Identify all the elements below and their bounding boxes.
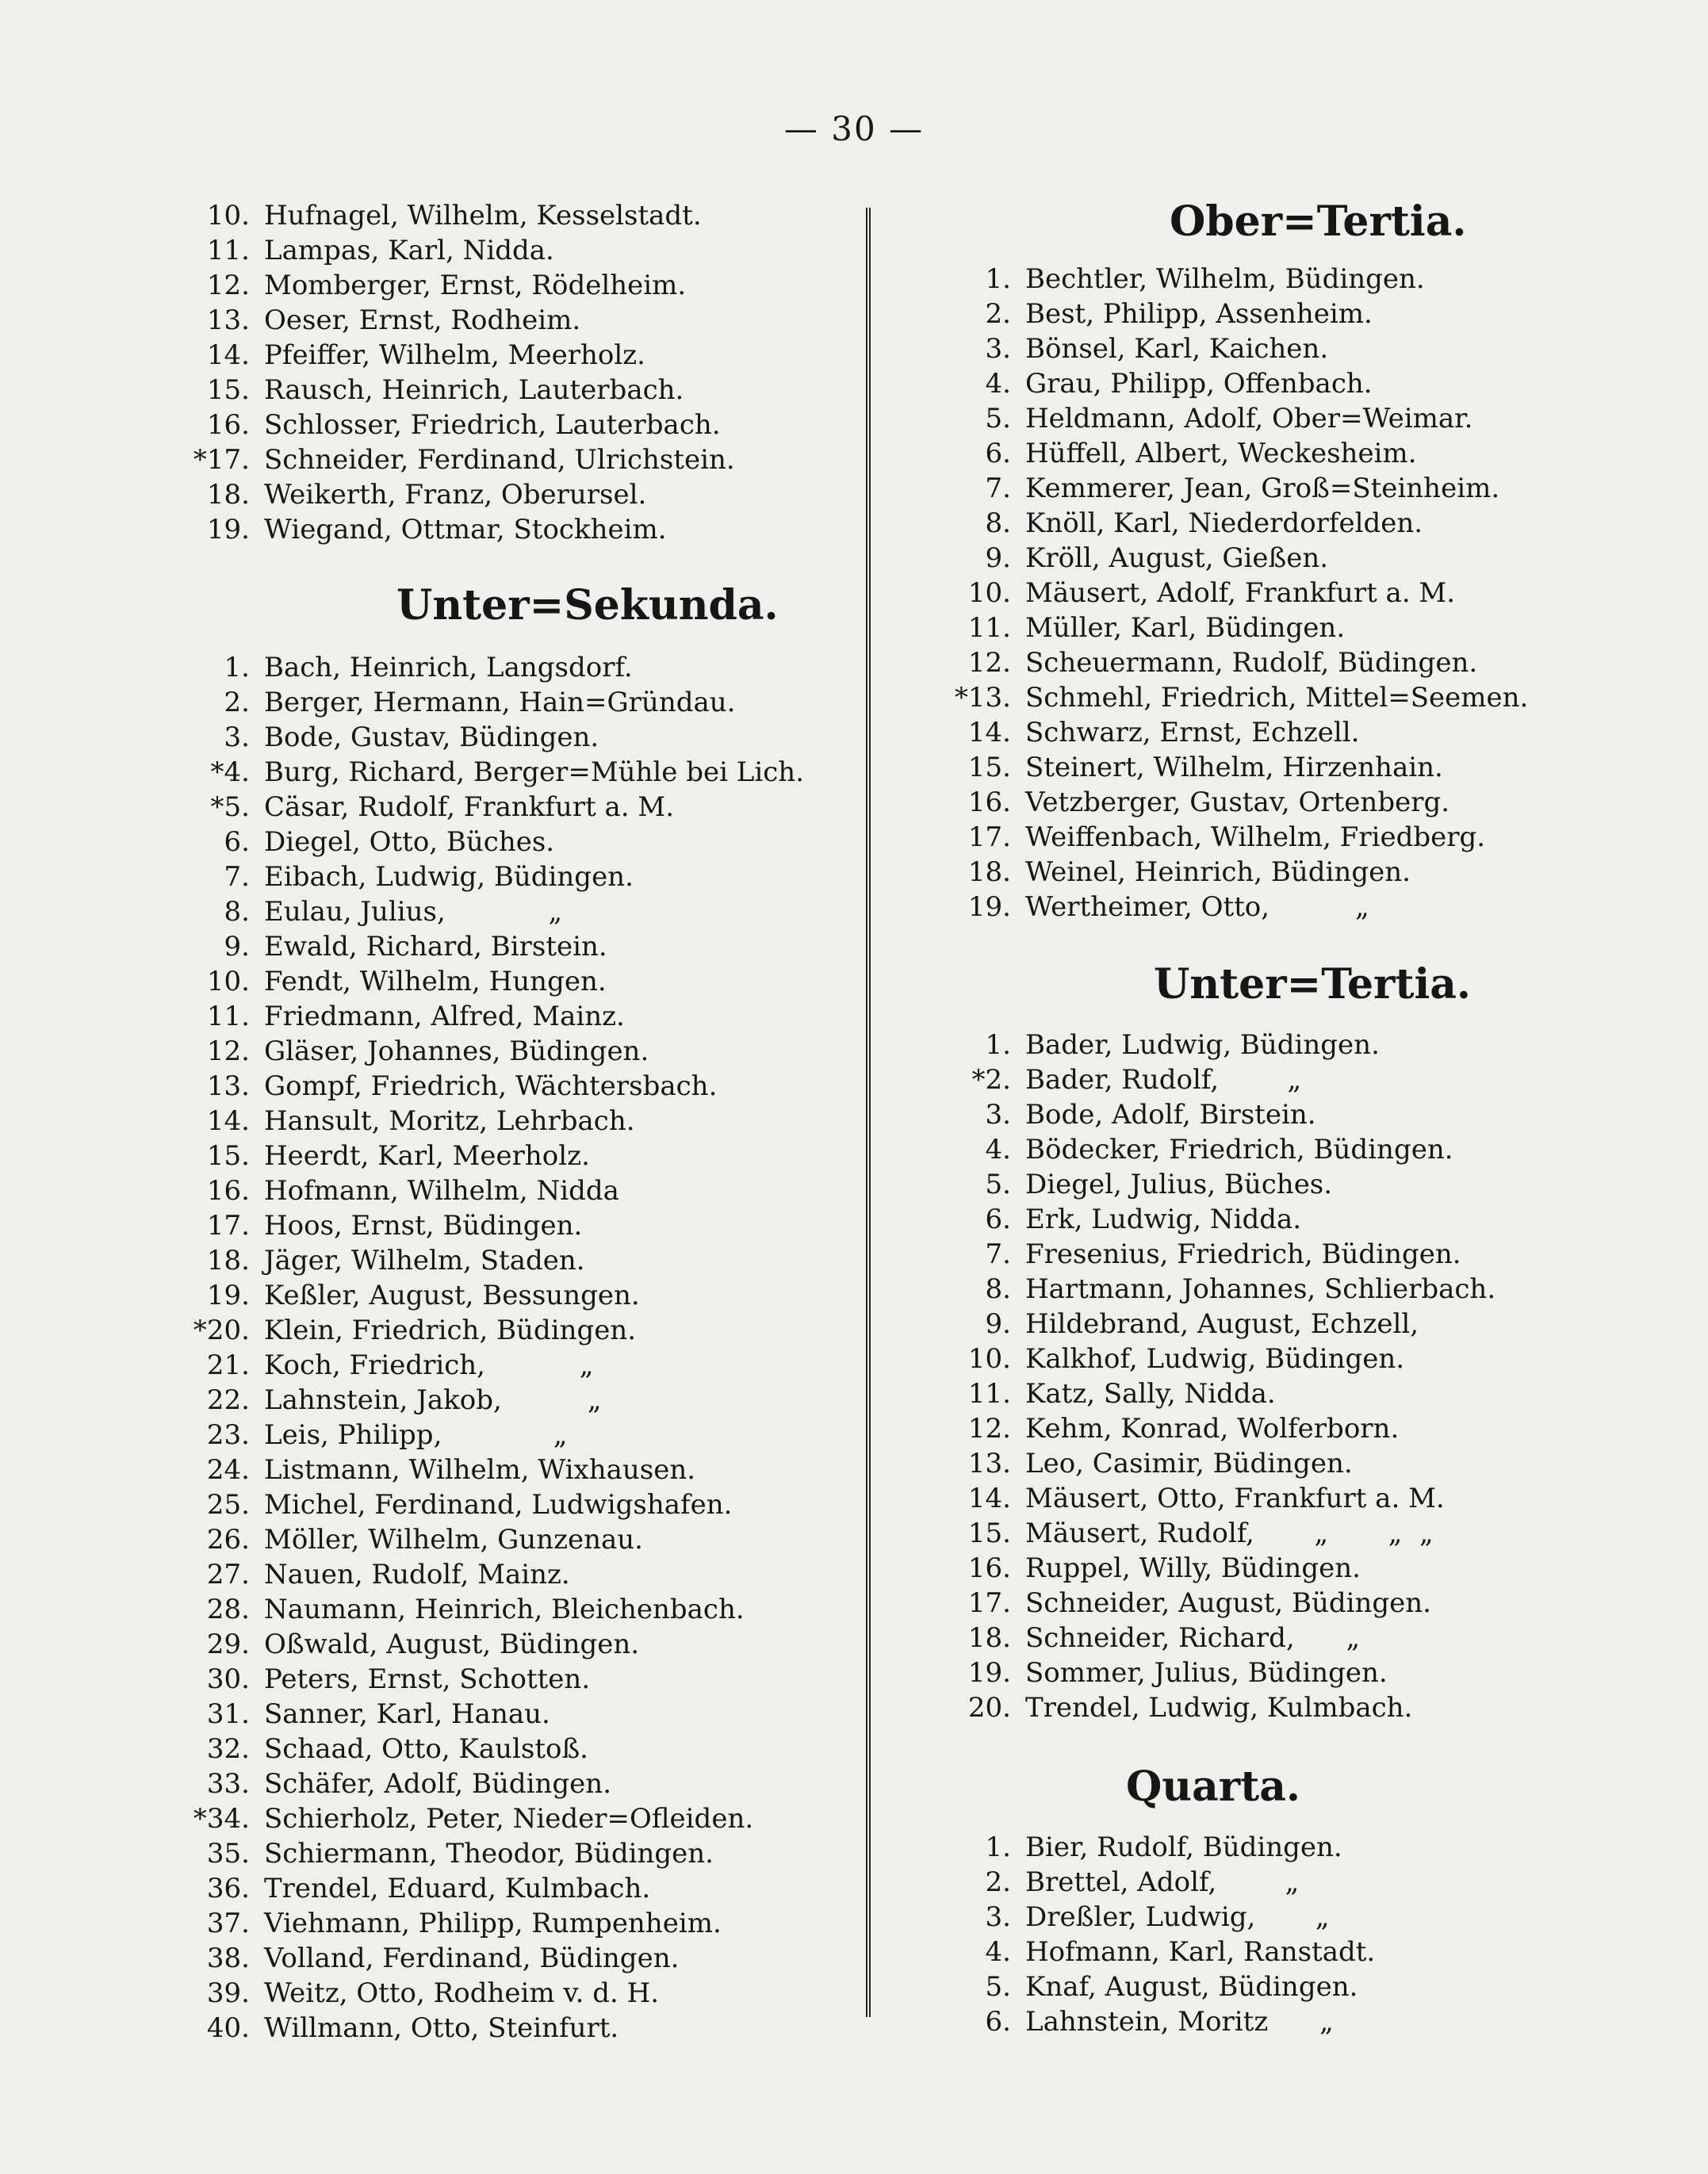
entry-text: Volland, Ferdinand, Büdingen. <box>264 1942 680 1974</box>
entry-text: Wertheimer, Otto, „ <box>1025 891 1369 923</box>
entry-number: 13. <box>967 1448 1011 1479</box>
heading-quarta: Quarta. <box>1126 1763 1301 1811</box>
list-item <box>178 790 844 825</box>
list-item <box>940 610 1511 645</box>
list-item <box>178 1104 844 1139</box>
list-item <box>178 1557 844 1592</box>
entry-number: 17. <box>967 1587 1011 1619</box>
entry-number: 15. <box>967 752 1011 783</box>
list-item <box>940 1481 1511 1516</box>
continued-list <box>178 198 844 547</box>
entry-number: 15. <box>206 1140 250 1172</box>
list-item <box>178 1801 844 1836</box>
entry-number: 1. <box>985 1831 1011 1863</box>
heading-ober-tertia: Ober=Tertia. <box>1170 197 1467 246</box>
entry-text: Hufnagel, Wilhelm, Kesselstadt. <box>264 200 702 232</box>
entry-text: Hofmann, Karl, Ranstadt. <box>1025 1936 1376 1968</box>
entry-text: Hoos, Ernst, Büdingen. <box>264 1210 583 1242</box>
entry-number: 3. <box>224 721 250 753</box>
entry-text: Bode, Adolf, Birstein. <box>1025 1099 1316 1131</box>
entry-text: Ewald, Richard, Birstein. <box>264 931 607 963</box>
entry-text: Kalkhof, Ludwig, Büdingen. <box>1025 1343 1405 1375</box>
list-item <box>178 650 844 685</box>
entry-text: Peters, Ernst, Schotten. <box>264 1663 591 1695</box>
entry-number: 14. <box>967 717 1011 748</box>
entry-number: 28. <box>206 1594 250 1625</box>
list-item <box>940 1028 1511 1062</box>
list-item <box>178 303 844 338</box>
entry-number: 7. <box>224 861 250 893</box>
entry-number: 38. <box>206 1942 250 1974</box>
entry-number: 30. <box>206 1663 250 1695</box>
entry-text: Klein, Friedrich, Büdingen. <box>264 1315 637 1346</box>
entry-text: Listmann, Wilhelm, Wixhausen. <box>264 1454 696 1486</box>
entry-text: Ruppel, Willy, Büdingen. <box>1025 1552 1361 1584</box>
entry-number: 8. <box>985 507 1011 539</box>
column-divider <box>866 208 871 2017</box>
list-item <box>940 750 1511 785</box>
list-item <box>178 1627 844 1662</box>
list-item <box>178 685 844 720</box>
entry-text: Best, Philipp, Assenheim. <box>1025 298 1373 330</box>
list-item <box>178 1592 844 1627</box>
entry-text: Wiegand, Ottmar, Stockheim. <box>264 514 667 545</box>
entry-number: 8. <box>224 896 250 928</box>
entry-text: Brettel, Adolf, „ <box>1025 1866 1300 1898</box>
entry-text: Weikerth, Franz, Oberursel. <box>264 479 647 511</box>
entry-number: 7. <box>985 473 1011 504</box>
entry-text: Erk, Ludwig, Nidda. <box>1025 1204 1302 1235</box>
entry-number: 6. <box>985 1204 1011 1235</box>
entry-number: 2. <box>985 1866 1011 1898</box>
list-item <box>940 820 1511 855</box>
entry-text: Weiffenbach, Wilhelm, Friedberg. <box>1025 821 1486 853</box>
entry-number: 11. <box>206 1001 250 1032</box>
entry-number: 9. <box>985 542 1011 574</box>
entry-text: Bödecker, Friedrich, Büdingen. <box>1025 1134 1453 1165</box>
entry-text: Oeser, Ernst, Rodheim. <box>264 304 581 336</box>
entry-text: Scheuermann, Rudolf, Büdingen. <box>1025 647 1478 679</box>
entry-number: 5. <box>985 1169 1011 1200</box>
entry-number: 17. <box>967 821 1011 853</box>
list-item <box>178 1871 844 1906</box>
entry-number: 13. <box>206 304 250 336</box>
list-item <box>178 1208 844 1243</box>
entry-number: 40. <box>206 2012 250 2044</box>
entry-number: 14. <box>967 1483 1011 1514</box>
entry-text: Bader, Ludwig, Büdingen. <box>1025 1029 1380 1061</box>
entry-number: 16. <box>206 409 250 441</box>
entry-text: Schlosser, Friedrich, Lauterbach. <box>264 409 721 441</box>
list-item <box>940 1307 1511 1342</box>
entry-text: Leo, Casimir, Büdingen. <box>1025 1448 1353 1479</box>
entry-text: Fresenius, Friedrich, Büdingen. <box>1025 1238 1461 1270</box>
entry-text: Schneider, August, Büdingen. <box>1025 1587 1431 1619</box>
entry-text: Kröll, August, Gießen. <box>1025 542 1329 574</box>
list-item <box>940 1690 1511 1725</box>
list-item <box>178 268 844 303</box>
entry-number: 6. <box>985 438 1011 469</box>
left-column <box>178 198 844 2046</box>
entry-number: 12. <box>206 1035 250 1067</box>
list-item <box>178 1941 844 1976</box>
entry-text: Lampas, Karl, Nidda. <box>264 235 554 266</box>
list-item <box>940 1969 1511 2004</box>
entry-text: Momberger, Ernst, Rödelheim. <box>264 270 687 301</box>
list-item <box>178 929 844 964</box>
entry-text: Hildebrand, August, Echzell, <box>1025 1308 1419 1340</box>
list-item <box>940 436 1511 471</box>
entry-number: 10. <box>967 1343 1011 1375</box>
entry-number: 3. <box>985 1901 1011 1933</box>
list-item <box>178 373 844 408</box>
entry-text: Friedmann, Alfred, Mainz. <box>264 1001 625 1032</box>
list-item <box>178 1278 844 1313</box>
entry-number: 19. <box>206 1280 250 1311</box>
entry-number: 2. <box>224 687 250 718</box>
entry-text: Hofmann, Wilhelm, Nidda <box>264 1175 619 1207</box>
entry-text: Heerdt, Karl, Meerholz. <box>264 1140 590 1172</box>
list-item <box>940 297 1511 331</box>
entry-number: 1. <box>985 1029 1011 1061</box>
entry-text: Müller, Karl, Büdingen. <box>1025 612 1346 644</box>
list-item <box>178 1034 844 1069</box>
list-item <box>940 1202 1511 1237</box>
entry-number: 9. <box>985 1308 1011 1340</box>
entry-text: Nauen, Rudolf, Mainz. <box>264 1559 570 1590</box>
entry-number: 33. <box>206 1768 250 1800</box>
list-item <box>940 1586 1511 1621</box>
entry-number: 39. <box>206 1977 250 2009</box>
entry-number: 36. <box>206 1873 250 1904</box>
entry-number: 11. <box>206 235 250 266</box>
list-item <box>178 999 844 1034</box>
entry-text: Kemmerer, Jean, Groß=Steinheim. <box>1025 473 1500 504</box>
entry-text: Viehmann, Philipp, Rumpenheim. <box>264 1908 722 1939</box>
entry-text: Bönsel, Karl, Kaichen. <box>1025 333 1329 365</box>
entry-number: 1. <box>224 652 250 683</box>
list-item <box>940 1237 1511 1272</box>
entry-number: 21. <box>206 1349 250 1381</box>
entry-text: Rausch, Heinrich, Lauterbach. <box>264 374 684 406</box>
heading-unter-sekunda: Unter=Sekunda. <box>396 581 779 630</box>
entry-number: *34. <box>193 1803 250 1835</box>
entry-text: Berger, Hermann, Hain=Gründau. <box>264 687 736 718</box>
list-item <box>178 1662 844 1697</box>
entry-text: Hansult, Moritz, Lehrbach. <box>264 1105 635 1137</box>
entry-number: 23. <box>206 1419 250 1451</box>
ober-tertia-list <box>940 262 1529 924</box>
list-item <box>178 1487 844 1522</box>
entry-text: Sommer, Julius, Büdingen. <box>1025 1657 1388 1689</box>
entry-number: 5. <box>985 1971 1011 2003</box>
entry-number: *5. <box>210 791 250 823</box>
list-item <box>178 512 844 547</box>
entry-number: 26. <box>206 1524 250 1556</box>
entry-text: Weitz, Otto, Rodheim v. d. H. <box>264 1977 660 2009</box>
entry-number: 18. <box>206 479 250 511</box>
entry-number: 7. <box>985 1238 1011 1270</box>
list-item <box>940 1621 1511 1655</box>
entry-number: 18. <box>967 856 1011 888</box>
entry-number: 15. <box>206 374 250 406</box>
entry-number: 9. <box>224 931 250 963</box>
entry-text: Jäger, Wilhelm, Staden. <box>264 1245 585 1276</box>
list-item <box>940 1900 1511 1935</box>
list-item <box>940 890 1511 924</box>
list-item <box>178 755 844 790</box>
list-item <box>940 1097 1511 1132</box>
entry-number: 14. <box>206 339 250 371</box>
list-item <box>940 1167 1511 1202</box>
entry-number: 16. <box>206 1175 250 1207</box>
list-item <box>940 1342 1511 1376</box>
entry-text: Schwarz, Ernst, Echzell. <box>1025 717 1360 748</box>
entry-number: 29. <box>206 1629 250 1660</box>
page-number: — 30 — <box>783 109 925 148</box>
list-item <box>178 1976 844 2011</box>
entry-number: 1. <box>985 263 1011 295</box>
entry-number: 19. <box>967 1657 1011 1689</box>
entry-text: Gläser, Johannes, Büdingen. <box>264 1035 649 1067</box>
entry-text: Schneider, Richard, „ <box>1025 1622 1361 1654</box>
entry-text: Mäusert, Rudolf, „ „ „ <box>1025 1518 1434 1549</box>
list-item <box>940 1551 1511 1586</box>
entry-number: 15. <box>967 1518 1011 1549</box>
unter-sekunda-list <box>178 650 844 2046</box>
entry-text: Bach, Heinrich, Langsdorf. <box>264 652 633 683</box>
entry-number: *2. <box>971 1064 1011 1096</box>
entry-text: Lahnstein, Moritz „ <box>1025 2006 1334 2038</box>
entry-number: 4. <box>985 1134 1011 1165</box>
entry-text: Willmann, Otto, Steinfurt. <box>264 2012 619 2044</box>
entry-number: 17. <box>206 1210 250 1242</box>
list-item <box>178 408 844 442</box>
entry-text: Dreßler, Ludwig, „ <box>1025 1901 1330 1933</box>
entry-text: Naumann, Heinrich, Bleichenbach. <box>264 1594 745 1625</box>
list-item <box>178 1522 844 1557</box>
entry-number: 14. <box>206 1105 250 1137</box>
entry-number: 19. <box>206 514 250 545</box>
list-item <box>178 1243 844 1278</box>
entry-text: Eulau, Julius, „ <box>264 896 563 928</box>
list-item <box>940 1446 1511 1481</box>
entry-text: Diegel, Otto, Büches. <box>264 826 555 858</box>
heading-unter-tertia: Unter=Tertia. <box>1154 960 1472 1009</box>
list-item <box>178 1313 844 1348</box>
entry-number: 12. <box>967 1413 1011 1445</box>
list-item <box>940 1272 1511 1307</box>
entry-number: *17. <box>193 444 250 476</box>
entry-text: Koch, Friedrich, „ <box>264 1349 594 1381</box>
entry-text: Kehm, Konrad, Wolferborn. <box>1025 1413 1400 1445</box>
entry-text: Lahnstein, Jakob, „ <box>264 1384 602 1416</box>
entry-text: Schäfer, Adolf, Büdingen. <box>264 1768 611 1800</box>
quarta-list <box>940 1830 1511 2039</box>
entry-text: Knöll, Karl, Niederdorfelden. <box>1025 507 1423 539</box>
list-item <box>940 331 1511 366</box>
list-item <box>940 855 1511 890</box>
entry-number: 2. <box>985 298 1011 330</box>
entry-number: 37. <box>206 1908 250 1939</box>
entry-text: Heldmann, Adolf, Ober=Weimar. <box>1025 403 1473 434</box>
list-item <box>940 576 1511 610</box>
entry-number: 6. <box>224 826 250 858</box>
entry-text: Knaf, August, Büdingen. <box>1025 1971 1358 2003</box>
list-item <box>178 477 844 512</box>
entry-number: 27. <box>206 1559 250 1590</box>
list-item <box>178 2011 844 2046</box>
entry-number: 4. <box>985 368 1011 400</box>
list-item <box>940 1376 1511 1411</box>
entry-text: Mäusert, Adolf, Frankfurt a. M. <box>1025 577 1456 609</box>
list-item <box>178 233 844 268</box>
list-item <box>940 366 1511 401</box>
list-item <box>178 1836 844 1871</box>
entry-text: Keßler, August, Bessungen. <box>264 1280 640 1311</box>
entry-text: Gompf, Friedrich, Wächtersbach. <box>264 1070 718 1102</box>
entry-text: Cäsar, Rudolf, Frankfurt a. M. <box>264 791 675 823</box>
entry-number: 16. <box>967 787 1011 818</box>
entry-text: Schaad, Otto, Kaulstoß. <box>264 1733 588 1765</box>
list-item <box>178 338 844 373</box>
entry-text: Diegel, Julius, Büches. <box>1025 1169 1333 1200</box>
entry-text: Möller, Wilhelm, Gunzenau. <box>264 1524 643 1556</box>
entry-number: *20. <box>193 1315 250 1346</box>
entry-number: 6. <box>985 2006 1011 2038</box>
entry-text: Burg, Richard, Berger=Mühle bei Lich. <box>264 756 804 788</box>
list-item <box>178 894 844 929</box>
list-item <box>940 715 1511 750</box>
list-item <box>940 680 1529 715</box>
entry-text: Sanner, Karl, Hanau. <box>264 1698 550 1730</box>
list-item <box>178 1139 844 1173</box>
list-item <box>178 1348 844 1383</box>
entry-text: Bader, Rudolf, „ <box>1025 1064 1302 1096</box>
entry-number: 4. <box>985 1936 1011 1968</box>
entry-text: Grau, Philipp, Offenbach. <box>1025 368 1373 400</box>
entry-number: 8. <box>985 1273 1011 1305</box>
entry-text: Michel, Ferdinand, Ludwigshafen. <box>264 1489 733 1521</box>
entry-number: 18. <box>206 1245 250 1276</box>
entry-number: 20. <box>967 1692 1011 1724</box>
entry-number: 31. <box>206 1698 250 1730</box>
list-item <box>178 442 844 477</box>
entry-number: 18. <box>967 1622 1011 1654</box>
list-item <box>178 1069 844 1104</box>
entry-text: Schiermann, Theodor, Büdingen. <box>264 1838 714 1870</box>
entry-text: Eibach, Ludwig, Büdingen. <box>264 861 634 893</box>
entry-text: Schmehl, Friedrich, Mittel=Seemen. <box>1025 682 1529 714</box>
entry-number: 35. <box>206 1838 250 1870</box>
list-item <box>940 1935 1511 1969</box>
list-item <box>178 1697 844 1732</box>
entry-number: 3. <box>985 333 1011 365</box>
entry-number: 25. <box>206 1489 250 1521</box>
list-item <box>178 1173 844 1208</box>
list-item <box>178 1766 844 1801</box>
entry-text: Pfeiffer, Wilhelm, Meerholz. <box>264 339 645 371</box>
list-item <box>940 1516 1511 1551</box>
entry-number: 24. <box>206 1454 250 1486</box>
list-item <box>940 2004 1511 2039</box>
entry-text: Oßwald, August, Büdingen. <box>264 1629 640 1660</box>
list-item <box>178 964 844 999</box>
entry-text: Vetzberger, Gustav, Ortenberg. <box>1025 787 1450 818</box>
entry-number: 12. <box>206 270 250 301</box>
list-item <box>940 1830 1511 1865</box>
list-item <box>940 785 1511 820</box>
entry-number: *13. <box>954 682 1011 714</box>
entry-text: Hüffell, Albert, Weckesheim. <box>1025 438 1417 469</box>
list-item <box>940 401 1511 436</box>
list-item <box>178 1732 844 1766</box>
list-item <box>178 1906 844 1941</box>
list-item <box>940 645 1511 680</box>
unter-tertia-list <box>940 1028 1511 1725</box>
list-item <box>178 825 844 859</box>
list-item <box>940 541 1511 576</box>
entry-text: Bechtler, Wilhelm, Büdingen. <box>1025 263 1425 295</box>
list-item <box>178 1453 844 1487</box>
list-item <box>178 1418 844 1453</box>
entry-number: 10. <box>206 200 250 232</box>
entry-number: 16. <box>967 1552 1011 1584</box>
entry-text: Hartmann, Johannes, Schlierbach. <box>1025 1273 1496 1305</box>
list-item <box>940 506 1511 541</box>
entry-number: *4. <box>210 756 250 788</box>
list-item <box>178 1383 844 1418</box>
entry-number: 11. <box>967 1378 1011 1410</box>
entry-text: Leis, Philipp, „ <box>264 1419 568 1451</box>
list-item <box>940 1411 1511 1446</box>
list-item <box>940 1865 1511 1900</box>
entry-number: 32. <box>206 1733 250 1765</box>
entry-text: Weinel, Heinrich, Büdingen. <box>1025 856 1411 888</box>
list-item <box>178 720 844 755</box>
list-item <box>178 859 844 894</box>
entry-text: Bode, Gustav, Büdingen. <box>264 721 599 753</box>
list-item <box>940 262 1511 297</box>
entry-text: Katz, Sally, Nidda. <box>1025 1378 1276 1410</box>
entry-number: 3. <box>985 1099 1011 1131</box>
list-item <box>940 1655 1511 1690</box>
entry-number: 10. <box>206 966 250 997</box>
entry-text: Trendel, Eduard, Kulmbach. <box>264 1873 651 1904</box>
entry-text: Bier, Rudolf, Büdingen. <box>1025 1831 1342 1863</box>
entry-number: 11. <box>967 612 1011 644</box>
entry-text: Schneider, Ferdinand, Ulrichstein. <box>264 444 735 476</box>
entry-text: Schierholz, Peter, Nieder=Ofleiden. <box>264 1803 754 1835</box>
entry-text: Trendel, Ludwig, Kulmbach. <box>1025 1692 1413 1724</box>
entry-number: 19. <box>967 891 1011 923</box>
list-item <box>940 1062 1511 1097</box>
entry-text: Steinert, Wilhelm, Hirzenhain. <box>1025 752 1443 783</box>
entry-text: Fendt, Wilhelm, Hungen. <box>264 966 607 997</box>
entry-number: 5. <box>985 403 1011 434</box>
list-item <box>940 471 1511 506</box>
entry-number: 22. <box>206 1384 250 1416</box>
list-item <box>940 1132 1511 1167</box>
entry-number: 10. <box>967 577 1011 609</box>
entry-number: 13. <box>206 1070 250 1102</box>
entry-text: Mäusert, Otto, Frankfurt a. M. <box>1025 1483 1445 1514</box>
entry-number: 12. <box>967 647 1011 679</box>
list-item <box>178 198 844 233</box>
right-column <box>940 197 1529 2039</box>
